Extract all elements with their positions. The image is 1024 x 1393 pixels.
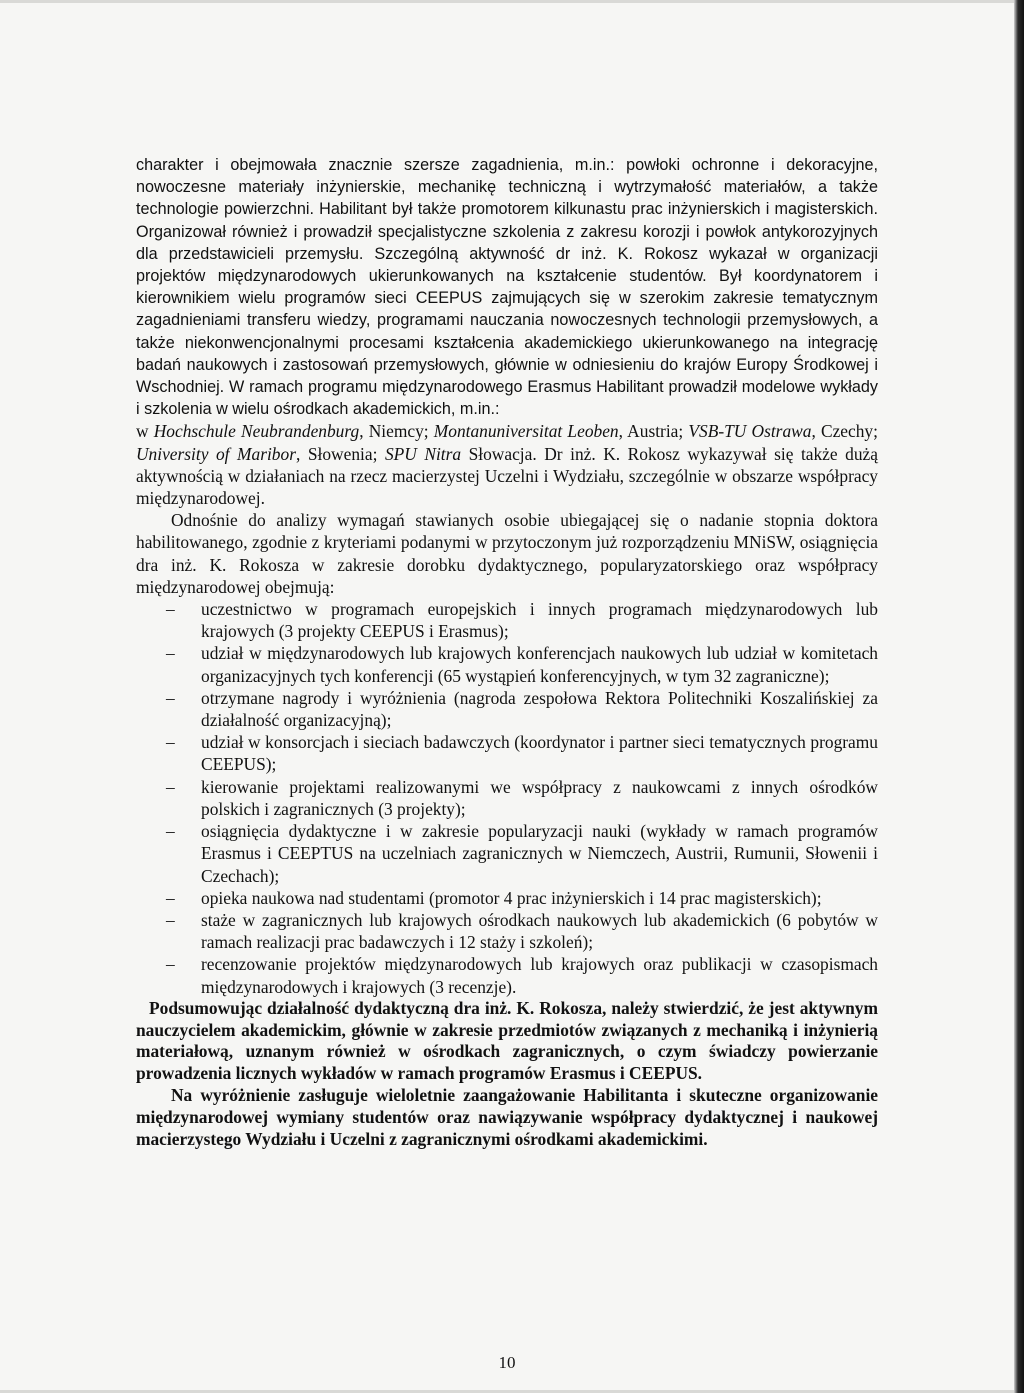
paragraph-text-segment: , Słowenia; xyxy=(295,443,385,464)
page-body xyxy=(136,154,878,1150)
institution-name: University of Maribor xyxy=(136,443,296,464)
bullet-dash: – xyxy=(166,776,175,797)
list-item xyxy=(136,887,878,909)
achievements-list xyxy=(136,598,878,998)
institution-name: Hochschule Neubrandenburg xyxy=(153,421,360,442)
list-item-text: udział w międzynarodowych lub krajowych konferencjach naukowych lub udział w komitetach organizacyjnych tych konferencji (65 wystąpień konferencyjnych, w tym 32 zagraniczne); xyxy=(201,643,878,686)
distinction-paragraph: Na wyróżnienie zasługuje wieloletnie zaangażowanie Habilitanta i skuteczne organizowanie międzynarodowej wymiany studentów oraz nawiązywanie współpracy dydaktycznej i naukowej macierzystego Wydziału i Uczelni z zagranicznymi ośrodkami akademickimi. xyxy=(136,1084,878,1149)
list-item xyxy=(136,953,878,997)
bullet-dash: – xyxy=(166,599,175,620)
paragraph-text-segment: w xyxy=(136,421,154,442)
list-item xyxy=(136,909,878,953)
list-item xyxy=(136,598,878,642)
paragraph-continued-text: charakter i obejmowała znacznie szersze zagadnienia, m.in.: powłoki ochronne i dekoracyjne, nowoczesne materiały inżynierskie, mechanikę techniczną i wytrzymałość materiałów, a także technologie powierzchni. Habilitant był także promotorem kilkunastu prac inżynierskich i magisterskich. Organizował również i prowadził specjalistyczne szkolenia z zakresu korozji i powłok antykorozyjnych dla przedstawicieli przemysłu. Szczególną aktywność dr inż. K. Rokosz wykazał w organizacji projektów międzynarodowych ukierunkowanych na kształcenie studentów. Był koordynatorem i kierownikiem wielu programów sieci CEEPUS zajmujących się w szerokim zakresie tematycznym zagadnieniami transferu wiedzy, programami nauczania nowoczesnych technologii przemysłowych, a także niekonwencjonalnymi procesami kształcenia akademickiego ukierunkowanego na integrację badań naukowych i zastosowań przemysłowych, głównie w odniesieniu do krajów Europy Środkowej i Wschodniej. W ramach programu międzynarodowego Erasmus Habilitant prowadził modelowe wykłady i szkolenia w wielu ośrodkach akademickich, m.in.: xyxy=(136,156,878,419)
summary-paragraph: Podsumowując działalność dydaktyczną dra inż. K. Rokosza, należy stwierdzić, że jest aktywnym nauczycielem akademickim, głównie w zakresie przedmiotów związanych z mechaniką i inżynierią materiałową, uznanym również w ośrodkach zagranicznych, o czym świadczy powierzanie prowadzenia licznych wykładów w ramach programów Erasmus i CEEPUS. xyxy=(136,997,878,1084)
bullet-dash: – xyxy=(166,909,175,930)
bullet-dash: – xyxy=(166,643,175,664)
list-item xyxy=(136,642,878,686)
paragraph-requirements: Odnośnie do analizy wymagań stawianych osobie ubiegającej się o nadanie stopnia doktora habilitowanego, zgodnie z kryteriami podanymi w przytoczonym już rozporządzeniu MNiSW, osiągnięcia dra inż. K. Rokosza w zakresie dorobku dydaktycznego, popularyzatorskiego oraz współpracy międzynarodowej obejmują: xyxy=(136,510,878,597)
bullet-dash: – xyxy=(166,821,175,842)
scan-edge-top xyxy=(0,0,1014,3)
paragraph-continued xyxy=(136,154,878,420)
list-item xyxy=(136,731,878,775)
list-item-text: uczestnictwo w programach europejskich i innych programach międzynarodowych lub krajowych (3 projekty CEEPUS i Erasmus); xyxy=(201,599,878,642)
list-item-text: otrzymane nagrody i wyróżnienia (nagroda zespołowa Rektora Politechniki Koszalińskiej za działalność organizacyjną); xyxy=(201,687,878,731)
list-item-text: opieka naukowa nad studentami (promotor 4 prac inżynierskich i 14 prac magisterskich); xyxy=(201,887,822,908)
bullet-dash: – xyxy=(166,887,175,908)
page-number: 10 xyxy=(498,1353,516,1372)
institution-name: SPU Nitra xyxy=(384,443,462,464)
paragraph-text-segment: , Czechy; xyxy=(811,421,878,442)
list-item-text: staże w zagranicznych lub krajowych ośrodkach naukowych lub akademickich (6 pobytów w ramach realizacji prac badawczych i 12 staży i szkoleń); xyxy=(201,909,878,953)
list-item xyxy=(136,776,878,820)
list-item xyxy=(136,820,878,887)
paragraph-text-segment: , Austria; xyxy=(618,421,689,442)
institution-name: VSB-TU Ostrawa xyxy=(688,421,812,442)
bullet-dash: – xyxy=(166,687,175,708)
bullet-dash: – xyxy=(166,732,175,753)
list-item-text: kierowanie projektami realizowanymi we współpracy z naukowcami z innych ośrodków polskich i zagranicznych (3 projekty); xyxy=(201,776,878,819)
paragraph-text-segment: Słowacja. Dr inż. K. Rokosz wykazywał się także dużą aktywnością w działaniach na rzecz macierzystej Uczelni i Wydziału, szczególnie w obszarze współpracy międzynarodowej. xyxy=(136,443,878,509)
bullet-dash: – xyxy=(166,954,175,975)
list-item-text: udział w konsorcjach i sieciach badawczych (koordynator i partner sieci tematycznych programu CEEPUS); xyxy=(201,732,878,775)
institution-name: Montanuniversitat Leoben xyxy=(433,421,619,442)
paragraph-text-segment: , Niemcy; xyxy=(359,421,434,442)
list-item-text: osiągnięcia dydaktyczne i w zakresie popularyzacji nauki (wykłady w ramach programów Erasmus i CEEPTUS na uczelniach zagranicznych w Niemczech, Austrii, Rumunii, Słowenii i Czechach); xyxy=(201,821,878,886)
scan-edge-right xyxy=(1014,0,1024,1393)
list-item-text: recenzowanie projektów międzynarodowych lub krajowych oraz publikacji w czasopismach międzynarodowych i krajowych (3 recenzje). xyxy=(201,954,878,997)
list-item xyxy=(136,687,878,731)
paragraph-institutions xyxy=(136,420,878,509)
